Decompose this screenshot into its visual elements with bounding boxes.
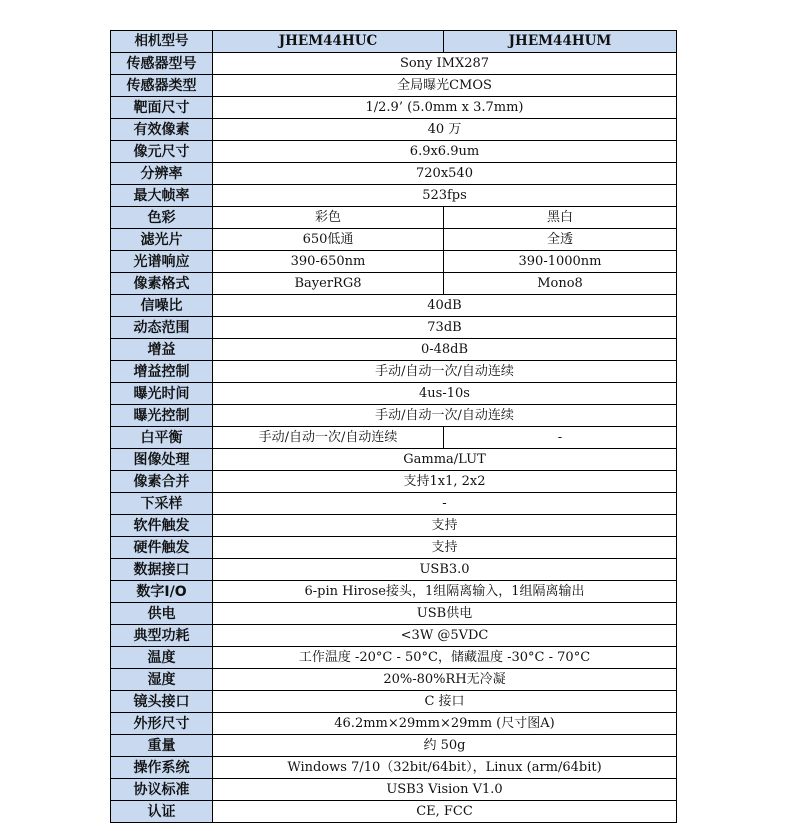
spec-label: 像素格式 <box>111 273 213 295</box>
spec-label: 增益控制 <box>111 361 213 383</box>
spec-row <box>111 691 677 713</box>
spec-row <box>111 559 677 581</box>
spec-label: 供电 <box>111 603 213 625</box>
spec-value-model-a: BayerRG8 <box>213 273 444 295</box>
spec-value: 支持 <box>213 515 677 537</box>
spec-label: 增益 <box>111 339 213 361</box>
spec-label: 图像处理 <box>111 449 213 471</box>
spec-value: 工作温度 -20°C - 50°C，储藏温度 -30°C - 70°C <box>213 647 677 669</box>
spec-label: 靶面尺寸 <box>111 97 213 119</box>
spec-row <box>111 713 677 735</box>
spec-value-model-a: 390-650nm <box>213 251 444 273</box>
spec-row <box>111 405 677 427</box>
spec-row <box>111 141 677 163</box>
spec-label: 协议标准 <box>111 779 213 801</box>
spec-label: 温度 <box>111 647 213 669</box>
header-model-a: JHEM44HUC <box>213 31 444 53</box>
spec-value: 手动/自动一次/自动连续 <box>213 405 677 427</box>
spec-value: Sony IMX287 <box>213 53 677 75</box>
spec-label: 动态范围 <box>111 317 213 339</box>
spec-label: 曝光时间 <box>111 383 213 405</box>
spec-label: 色彩 <box>111 207 213 229</box>
spec-value: 6.9x6.9um <box>213 141 677 163</box>
spec-label: 下采样 <box>111 493 213 515</box>
spec-row <box>111 735 677 757</box>
spec-row <box>111 75 677 97</box>
spec-row <box>111 427 677 449</box>
spec-label: 信噪比 <box>111 295 213 317</box>
spec-row <box>111 229 677 251</box>
spec-value: <3W @5VDC <box>213 625 677 647</box>
spec-value-model-a: 650低通 <box>213 229 444 251</box>
spec-value-model-b: 黑白 <box>444 207 677 229</box>
spec-row <box>111 53 677 75</box>
spec-row <box>111 625 677 647</box>
spec-value: 约 50g <box>213 735 677 757</box>
spec-row <box>111 339 677 361</box>
spec-value: 支持 <box>213 537 677 559</box>
spec-label: 像素合并 <box>111 471 213 493</box>
spec-row <box>111 493 677 515</box>
spec-row <box>111 163 677 185</box>
spec-row <box>111 119 677 141</box>
spec-row <box>111 515 677 537</box>
spec-label: 分辨率 <box>111 163 213 185</box>
spec-value: 6-pin Hirose接头，1组隔离输入，1组隔离输出 <box>213 581 677 603</box>
spec-row <box>111 317 677 339</box>
spec-row <box>111 273 677 295</box>
spec-row <box>111 581 677 603</box>
spec-row <box>111 251 677 273</box>
spec-value: 720x540 <box>213 163 677 185</box>
header-label: 相机型号 <box>111 31 213 53</box>
spec-label: 湿度 <box>111 669 213 691</box>
spec-label: 像元尺寸 <box>111 141 213 163</box>
spec-row <box>111 757 677 779</box>
spec-row <box>111 185 677 207</box>
spec-header-row <box>111 31 677 53</box>
spec-row <box>111 537 677 559</box>
spec-row <box>111 471 677 493</box>
spec-label: 外形尺寸 <box>111 713 213 735</box>
spec-label: 白平衡 <box>111 427 213 449</box>
spec-value: Windows 7/10（32bit/64bit），Linux (arm/64bit) <box>213 757 677 779</box>
spec-label: 典型功耗 <box>111 625 213 647</box>
spec-value: 523fps <box>213 185 677 207</box>
spec-value: - <box>213 493 677 515</box>
spec-value-model-b: 全透 <box>444 229 677 251</box>
spec-label: 滤光片 <box>111 229 213 251</box>
spec-label: 硬件触发 <box>111 537 213 559</box>
spec-row <box>111 647 677 669</box>
spec-label: 数字I/O <box>111 581 213 603</box>
spec-table-body <box>111 53 677 823</box>
spec-value-model-b: - <box>444 427 677 449</box>
spec-value: 0-48dB <box>213 339 677 361</box>
spec-value: USB3 Vision V1.0 <box>213 779 677 801</box>
spec-label: 软件触发 <box>111 515 213 537</box>
spec-row <box>111 449 677 471</box>
spec-row <box>111 801 677 823</box>
spec-value-model-a: 手动/自动一次/自动连续 <box>213 427 444 449</box>
spec-value: Gamma/LUT <box>213 449 677 471</box>
spec-value: USB供电 <box>213 603 677 625</box>
spec-label: 曝光控制 <box>111 405 213 427</box>
spec-value: 全局曝光CMOS <box>213 75 677 97</box>
spec-label: 操作系统 <box>111 757 213 779</box>
spec-value: C 接口 <box>213 691 677 713</box>
spec-value: 20%-80%RH无冷凝 <box>213 669 677 691</box>
spec-value: 73dB <box>213 317 677 339</box>
spec-label: 最大帧率 <box>111 185 213 207</box>
spec-value-model-b: Mono8 <box>444 273 677 295</box>
spec-label: 有效像素 <box>111 119 213 141</box>
spec-value: USB3.0 <box>213 559 677 581</box>
spec-label: 光谱响应 <box>111 251 213 273</box>
spec-value-model-a: 彩色 <box>213 207 444 229</box>
spec-row <box>111 383 677 405</box>
spec-value: 支持1x1, 2x2 <box>213 471 677 493</box>
spec-row <box>111 669 677 691</box>
spec-label: 传感器型号 <box>111 53 213 75</box>
spec-row <box>111 97 677 119</box>
spec-row <box>111 207 677 229</box>
camera-spec-table <box>110 30 677 823</box>
spec-value: 手动/自动一次/自动连续 <box>213 361 677 383</box>
spec-value: 40 万 <box>213 119 677 141</box>
spec-label: 数据接口 <box>111 559 213 581</box>
spec-value: 46.2mm×29mm×29mm (尺寸图A) <box>213 713 677 735</box>
header-model-b: JHEM44HUM <box>444 31 677 53</box>
spec-label: 镜头接口 <box>111 691 213 713</box>
spec-value: CE, FCC <box>213 801 677 823</box>
spec-row <box>111 295 677 317</box>
spec-row <box>111 361 677 383</box>
spec-label: 认证 <box>111 801 213 823</box>
spec-value-model-b: 390-1000nm <box>444 251 677 273</box>
spec-label: 传感器类型 <box>111 75 213 97</box>
spec-value: 4us-10s <box>213 383 677 405</box>
spec-row <box>111 779 677 801</box>
spec-value: 40dB <box>213 295 677 317</box>
spec-row <box>111 603 677 625</box>
spec-value: 1/2.9’ (5.0mm x 3.7mm) <box>213 97 677 119</box>
spec-label: 重量 <box>111 735 213 757</box>
